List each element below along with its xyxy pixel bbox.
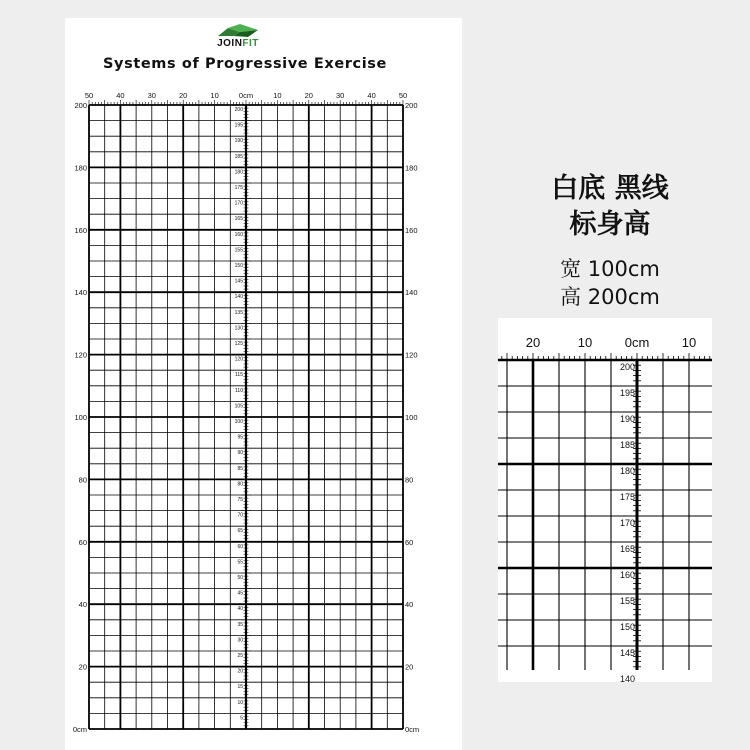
center-scale-label: 145 bbox=[234, 278, 243, 285]
right-scale-label: 120 bbox=[405, 350, 418, 360]
center-scale-label: 160 bbox=[234, 231, 243, 238]
detail-center-label: 150 bbox=[619, 622, 635, 632]
center-scale-label: 180 bbox=[234, 169, 243, 176]
detail-center-label: 140 bbox=[619, 674, 635, 682]
top-scale-label: 20 bbox=[179, 91, 188, 100]
detail-center-label: 155 bbox=[619, 596, 635, 606]
detail-center-label: 165 bbox=[619, 544, 635, 554]
center-scale-label: 115 bbox=[235, 372, 243, 379]
right-scale-label: 20 bbox=[405, 662, 414, 672]
detail-center-label: 145 bbox=[619, 648, 635, 658]
center-scale-label: 20 bbox=[237, 668, 243, 675]
center-scale-label: 110 bbox=[235, 387, 243, 394]
left-scale-label: 120 bbox=[74, 350, 87, 360]
detail-center-label: 190 bbox=[619, 414, 635, 424]
center-scale-label: 30 bbox=[237, 637, 243, 644]
center-scale-label: 175 bbox=[234, 185, 243, 191]
detail-center-label: 160 bbox=[619, 570, 635, 580]
center-scale-label: 125 bbox=[234, 341, 243, 347]
center-scale-label: 190 bbox=[234, 138, 243, 145]
left-scale-label: 100 bbox=[74, 413, 87, 422]
center-scale-label: 135 bbox=[234, 309, 243, 316]
right-scale-label: 0cm bbox=[405, 725, 420, 734]
width-spec: 宽 100cm bbox=[560, 257, 660, 281]
center-scale-label: 140 bbox=[234, 294, 243, 301]
center-scale-label: 10 bbox=[237, 699, 243, 706]
detail-center-label: 200 bbox=[619, 362, 635, 372]
logo-tagline: Systems of Progressive Exercise bbox=[103, 56, 387, 72]
center-scale-label: 200 bbox=[234, 107, 243, 113]
left-scale-label: 180 bbox=[74, 163, 87, 173]
detail-top-label: 10 bbox=[681, 335, 697, 350]
detail-center-label: 195 bbox=[619, 388, 635, 398]
top-scale-label: 20 bbox=[304, 91, 313, 100]
detail-top-label: 0cm bbox=[624, 335, 650, 350]
right-scale-label: 40 bbox=[405, 600, 414, 610]
center-scale-label: 105 bbox=[234, 403, 243, 410]
top-scale-label: 10 bbox=[273, 91, 282, 100]
center-scale-label: 95 bbox=[237, 434, 243, 441]
detail-top-label: 20 bbox=[525, 335, 541, 350]
top-scale-label: 40 bbox=[116, 91, 125, 100]
left-scale-label: 200 bbox=[74, 101, 87, 110]
top-scale-label: 50 bbox=[84, 91, 94, 100]
right-scale-label: 160 bbox=[405, 225, 418, 235]
top-scale-label: 10 bbox=[210, 91, 219, 100]
left-scale-label: 0cm bbox=[72, 725, 87, 734]
center-scale-label: 165 bbox=[234, 216, 243, 223]
detail-grid-chart bbox=[498, 318, 712, 682]
detail-center-label: 180 bbox=[619, 466, 635, 476]
left-scale-label: 160 bbox=[74, 225, 87, 235]
left-scale-label: 40 bbox=[78, 600, 87, 610]
center-scale-label: 5 bbox=[240, 715, 243, 722]
top-scale-label: 30 bbox=[336, 91, 345, 100]
center-scale-label: 45 bbox=[237, 590, 243, 597]
center-scale-label: 55 bbox=[237, 559, 243, 566]
center-scale-label: 150 bbox=[234, 263, 243, 269]
top-scale-label: 50 bbox=[398, 91, 408, 100]
height-spec: 高 200cm bbox=[560, 285, 660, 309]
description-line-2: 标身高 bbox=[569, 209, 651, 240]
center-scale-label: 85 bbox=[237, 465, 243, 472]
right-scale-label: 140 bbox=[405, 288, 418, 298]
center-scale-label: 100 bbox=[234, 419, 243, 425]
left-scale-label: 60 bbox=[78, 537, 87, 547]
center-scale-label: 15 bbox=[237, 684, 243, 691]
top-scale-label: 30 bbox=[147, 91, 156, 100]
center-scale-label: 70 bbox=[237, 512, 243, 519]
right-scale-label: 200 bbox=[405, 101, 418, 110]
center-scale-label: 35 bbox=[237, 621, 243, 628]
description-line-1: 白底 黑线 bbox=[551, 173, 669, 204]
center-scale-label: 90 bbox=[237, 450, 243, 457]
center-scale-label: 75 bbox=[237, 497, 243, 503]
detail-center-label: 170 bbox=[619, 518, 635, 528]
right-scale-label: 100 bbox=[405, 413, 418, 422]
center-scale-label: 40 bbox=[237, 606, 243, 613]
detail-center-label: 185 bbox=[619, 440, 635, 450]
detail-zoom-card bbox=[498, 318, 712, 682]
center-scale-label: 50 bbox=[237, 575, 243, 581]
center-scale-label: 25 bbox=[237, 653, 243, 659]
center-scale-label: 155 bbox=[234, 247, 243, 254]
detail-top-label: 10 bbox=[577, 335, 593, 350]
logo-wordmark: JOINFIT bbox=[217, 38, 259, 49]
top-scale-label: 0cm bbox=[238, 91, 254, 100]
center-scale-label: 80 bbox=[237, 481, 243, 488]
center-scale-label: 120 bbox=[234, 356, 243, 363]
right-scale-label: 180 bbox=[405, 163, 418, 173]
center-scale-label: 195 bbox=[234, 122, 243, 129]
top-scale-label: 40 bbox=[367, 91, 376, 100]
detail-center-label: 175 bbox=[619, 492, 635, 502]
left-scale-label: 140 bbox=[74, 288, 87, 298]
center-scale-label: 65 bbox=[237, 528, 243, 535]
center-scale-label: 185 bbox=[234, 153, 243, 160]
left-scale-label: 20 bbox=[78, 662, 87, 672]
right-scale-label: 80 bbox=[405, 475, 414, 485]
center-scale-label: 60 bbox=[237, 543, 243, 550]
center-scale-label: 130 bbox=[234, 325, 243, 332]
left-scale-label: 80 bbox=[78, 475, 87, 485]
right-scale-label: 60 bbox=[405, 537, 414, 547]
center-scale-label: 170 bbox=[234, 200, 243, 207]
